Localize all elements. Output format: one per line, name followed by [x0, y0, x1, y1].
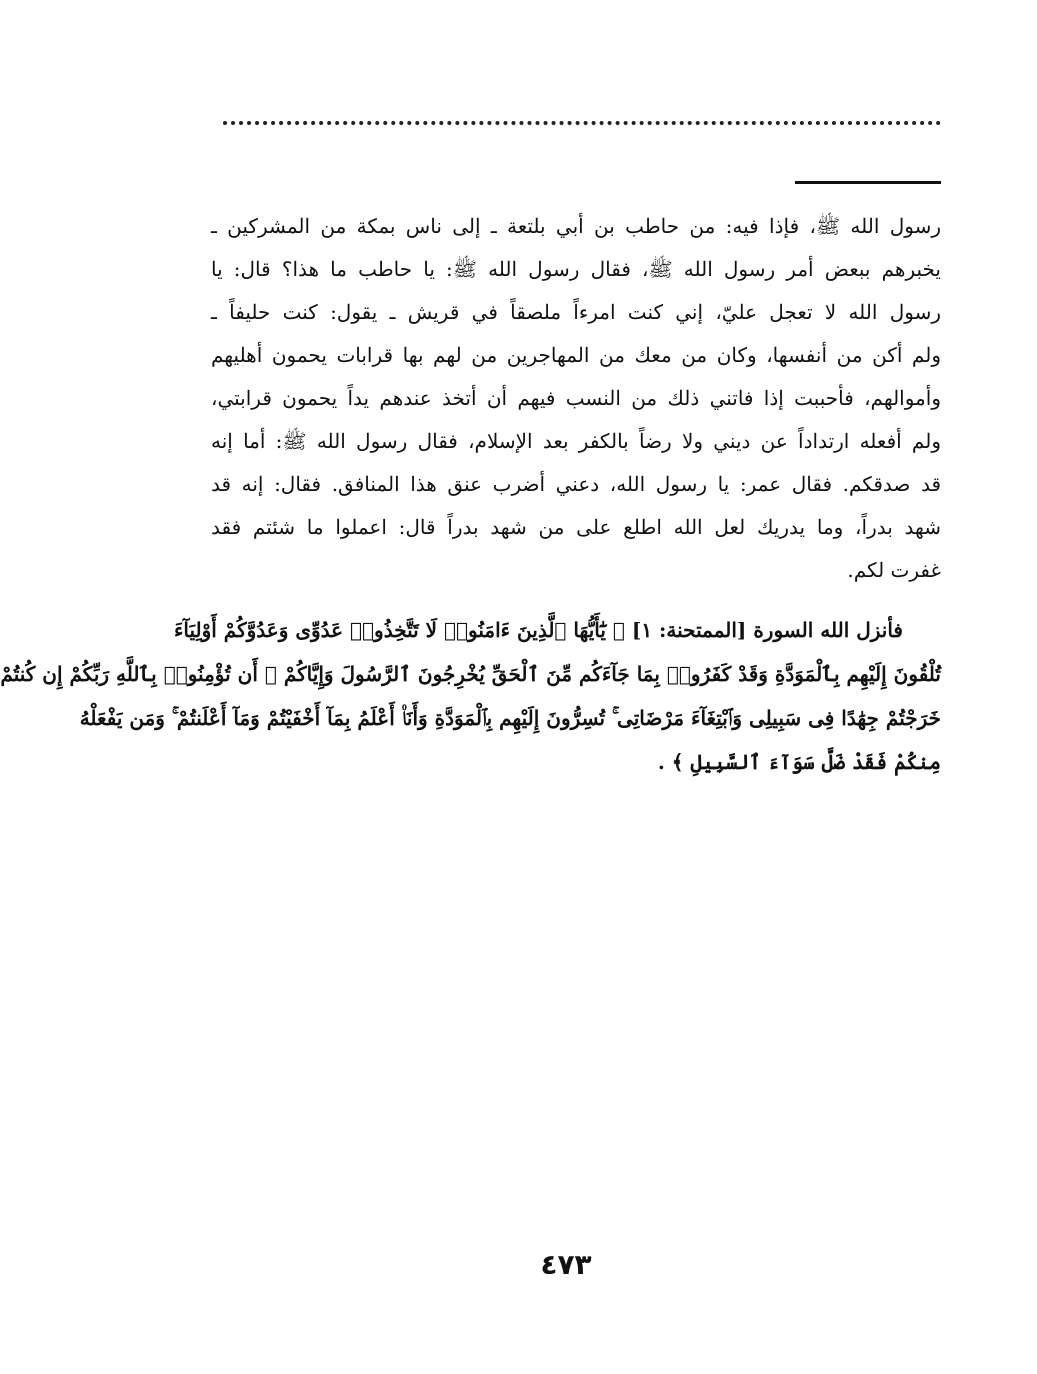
- hadith-paragraph: [211, 205, 941, 592]
- text-line: ولم أكن من أنفسها، وكان من معك من المهاجرين من لهم بها قرابات يحمون أهليهم: [211, 343, 941, 367]
- quran-verse-paragraph: [0, 608, 941, 784]
- page-number: ٤٧٣: [540, 1248, 592, 1281]
- text-line: قد صدقكم. فقال عمر: يا رسول الله، دعني أضرب عنق هذا المنافق. فقال: إنه قد: [211, 472, 941, 496]
- text-line: غفرت لكم.: [847, 558, 941, 582]
- footnote-separator-rule: [795, 181, 941, 184]
- verse-line: مِنكُمْ فَقَدْ ضَلَّ سَوَآءَ ٱلسَّبِيلِ ﴾ .: [657, 750, 941, 774]
- text-line: رسول الله ﷺ، فإذا فيه: من حاطب بن أبي بلتعة ـ إلى ناس بمكة من المشركين ـ: [211, 214, 941, 238]
- header-dotted-rule: [223, 121, 941, 125]
- verse-line: خَرَجْتُمْ جِهَٰدًا فِى سَبِيلِى وَٱبْتِغَآءَ مَرْضَاتِى ۚ تُسِرُّونَ إِلَيْهِم بِٱلْمَوَدَّةِ وَأَنَا۠ أَعْلَمُ بِمَآ أَخْفَيْتُمْ وَمَآ أَعْلَنتُمْ ۚ وَمَن يَفْعَلْهُ: [79, 706, 941, 730]
- verse-line: تُلْقُونَ إِلَيْهِم بِٱلْمَوَدَّةِ وَقَدْ كَفَرُوا۟ بِمَا جَآءَكُم مِّنَ ٱلْحَقِّ يُخْرِجُونَ ٱلرَّسُولَ وَإِيَّاكُمْ ۙ أَن تُؤْمِنُوا۟ بِٱللَّهِ رَبِّكُمْ إِن كُنتُمْ: [0, 662, 941, 686]
- text-line: وأموالهم، فأحببت إذا فاتني ذلك من النسب فيهم أن أتخذ عندهم يداً يحمون قرابتي،: [211, 386, 941, 410]
- text-line: يخبرهم ببعض أمر رسول الله ﷺ، فقال رسول الله ﷺ: يا حاطب ما هذا؟ قال: يا: [211, 257, 941, 281]
- text-line: رسول الله لا تعجل عليّ، إني كنت امرءاً ملصقاً في قريش ـ يقول: كنت حليفاً ـ: [211, 300, 941, 324]
- footnote-body: [0, 205, 941, 784]
- text-line: ولم أفعله ارتداداً عن ديني ولا رضاً بالكفر بعد الإسلام، فقال رسول الله ﷺ: أما إنه: [211, 429, 941, 453]
- verse-line: فأنزل الله السورة [الممتحنة: ١] ﴿ يَٰٓأَيُّهَا ٱلَّذِينَ ءَامَنُوا۟ لَا تَتَّخِذُوا۟ عَدُوِّى وَعَدُوَّكُمْ أَوْلِيَآءَ: [173, 618, 903, 642]
- text-line: شهد بدراً، وما يدريك لعل الله اطلع على من شهد بدراً قال: اعملوا ما شئتم فقد: [211, 515, 941, 539]
